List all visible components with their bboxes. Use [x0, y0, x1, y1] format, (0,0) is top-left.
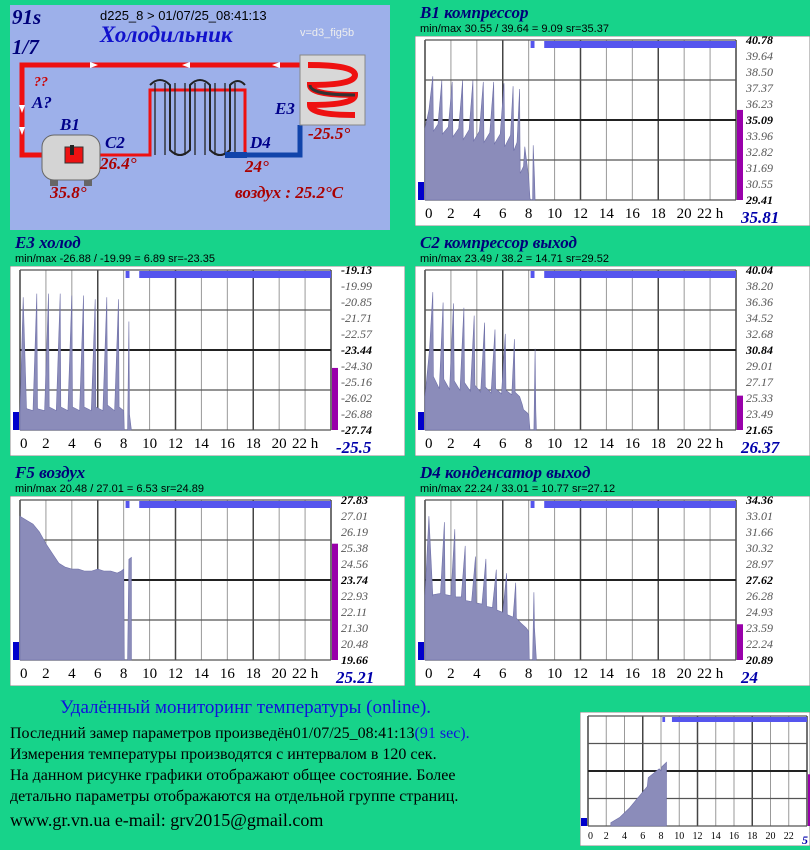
x-tick-label: 8: [658, 831, 664, 842]
last-measurement: Последний замер параметров произведён01/07/25_08:41:13: [10, 725, 415, 742]
y-tick-label: 23.49: [746, 407, 773, 421]
c2-value: 26.4°: [100, 154, 137, 173]
chart-e3: [10, 266, 405, 456]
y-tick-label: 21.65: [746, 423, 773, 437]
x-tick-label: 6: [499, 206, 507, 222]
y-tick-label: 29.01: [746, 359, 773, 373]
x-tick-label: 6: [499, 666, 507, 682]
y-tick-label: -19.13: [341, 266, 372, 277]
x-tick-label: 22 h: [696, 206, 724, 222]
y-tick-label: 23.59: [746, 621, 773, 635]
y-tick-label: -20.85: [341, 295, 372, 309]
sensor-d4: [225, 152, 247, 158]
x-tick-label: 18: [650, 666, 666, 682]
x-tick-label: 10: [674, 831, 685, 842]
x-tick-label: 20: [676, 206, 692, 222]
chart-f5: [10, 496, 405, 686]
y-tick-label: 30.84: [746, 343, 773, 357]
x-tick-label: 2: [42, 666, 50, 682]
footer-line4: детально параметры отображаются на отдельной группе страниц.: [10, 788, 459, 805]
chart-b1: [415, 36, 810, 226]
y-tick-label: 24.56: [341, 557, 368, 571]
chart-stats-d4: min/max 22.24 / 33.01 = 10.77 sr=27.12: [420, 483, 616, 495]
y-tick-label: 28.97: [746, 557, 773, 571]
x-tick-label: 4: [68, 436, 76, 452]
x-tick-label: 4: [68, 666, 76, 682]
e3-label: E3: [275, 99, 295, 118]
x-tick-label: 0: [588, 831, 593, 842]
y-tick-label: -21.71: [341, 311, 372, 325]
y-tick-label: 27.17: [746, 375, 773, 389]
x-tick-label: 18: [650, 436, 666, 452]
x-tick-label: 4: [473, 666, 481, 682]
footer-contacts[interactable]: www.gr.vn.ua e-mail: grv2015@gmail.com: [10, 810, 324, 830]
x-tick-label: 20: [765, 831, 776, 842]
chart-stats-e3: min/max -26.88 / -19.99 = 6.89 sr=-23.35: [15, 253, 215, 265]
x-tick-label: 0: [20, 436, 28, 452]
current-value-marker: [332, 544, 338, 660]
x-tick-label: 12: [168, 666, 183, 682]
y-tick-label: 22.93: [341, 589, 368, 603]
y-tick-label: 27.62: [746, 573, 773, 587]
y-tick-label: 29.41: [746, 193, 773, 207]
version-label: v=d3_fig5b: [300, 27, 355, 39]
c2-label: C2: [105, 133, 125, 152]
x-tick-label: 12: [573, 436, 588, 452]
x-tick-label: 16: [624, 436, 640, 452]
footer-line1: [10, 725, 470, 743]
x-tick-label: 16: [219, 436, 235, 452]
y-tick-label: 35.09: [746, 113, 773, 127]
x-tick-label: 22: [783, 831, 794, 842]
x-tick-label: 6: [640, 831, 646, 842]
chart-title-f5: F5 воздух: [15, 463, 86, 482]
y-tick-label: 33.96: [746, 129, 773, 143]
y-tick-label: -23.44: [341, 343, 372, 357]
y-tick-label: 27.83: [341, 496, 368, 507]
air-temperature: воздух : 25.2°C: [235, 183, 344, 202]
x-tick-label: 20: [271, 436, 287, 452]
x-tick-label: 0: [425, 666, 433, 682]
x-tick-label: 18: [650, 206, 666, 222]
y-tick-label: 30.32: [746, 541, 773, 555]
chart-title-d4: D4 конденсатор выход: [420, 463, 591, 482]
y-tick-label: 34.36: [746, 496, 773, 507]
x-tick-label: 16: [624, 666, 640, 682]
x-tick-label: 16: [219, 666, 235, 682]
y-tick-label: 32.82: [746, 145, 773, 159]
y-tick-label: -22.57: [341, 327, 372, 341]
y-tick-label: 23.74: [341, 573, 368, 587]
y-tick-label: 20.89: [746, 653, 773, 667]
current-value-marker: [737, 624, 743, 660]
y-tick-label: 25.38: [341, 541, 368, 555]
y-tick-label: 27.01: [341, 509, 368, 523]
last-measurement-age: (91 sec).: [414, 725, 470, 742]
y-tick-label: 31.69: [746, 161, 773, 175]
x-tick-label: 10: [547, 436, 563, 452]
d4-label: D4: [250, 133, 271, 152]
coverage-bar: [544, 41, 736, 48]
start-marker: [13, 412, 19, 430]
x-tick-label: 8: [524, 666, 533, 682]
coverage-bar-mark: [531, 41, 535, 48]
y-tick-label: 22.11: [341, 605, 368, 619]
x-tick-label: 12: [573, 206, 588, 222]
x-tick-label: 16: [729, 831, 739, 842]
y-tick-label: 21.30: [341, 621, 368, 635]
b1-label: B1: [60, 115, 80, 134]
y-tick-label: -26.88: [341, 407, 372, 421]
unknown-label: ??: [34, 75, 48, 90]
current-value: 26.37: [741, 438, 780, 456]
y-tick-label: 24.93: [746, 605, 773, 619]
chart-mini: [580, 712, 810, 846]
coverage-bar: [544, 501, 736, 508]
coverage-bar: [672, 717, 807, 722]
x-tick-label: 8: [119, 436, 128, 452]
coverage-bar: [139, 501, 331, 508]
y-tick-label: 19.66: [341, 653, 368, 667]
x-tick-label: 0: [20, 666, 28, 682]
current-value: 5: [802, 833, 808, 846]
x-tick-label: 12: [168, 436, 183, 452]
x-tick-label: 18: [245, 666, 261, 682]
x-tick-label: 18: [245, 436, 261, 452]
start-marker: [581, 818, 587, 826]
y-tick-label: 40.78: [746, 36, 773, 47]
schematic-panel: [10, 5, 390, 230]
page-title: Холодильник: [100, 22, 233, 47]
device-time: d225_8 > 01/07/25_08:41:13: [100, 8, 267, 23]
start-marker: [418, 182, 424, 200]
y-tick-label: 26.28: [746, 589, 773, 603]
y-tick-label: 25.33: [746, 391, 773, 405]
current-value-marker: [737, 396, 743, 430]
x-tick-label: 4: [473, 206, 481, 222]
start-marker: [418, 642, 424, 660]
x-tick-label: 14: [193, 436, 209, 452]
footer-heading: Удалённый мониторинг температуры (online).: [60, 697, 432, 718]
x-tick-label: 2: [447, 206, 455, 222]
coverage-bar: [544, 271, 736, 278]
x-tick-label: 6: [94, 666, 102, 682]
chart-c2: [415, 266, 810, 456]
x-tick-label: 2: [42, 436, 50, 452]
y-tick-label: -24.30: [341, 359, 372, 373]
x-tick-label: 14: [193, 666, 209, 682]
y-tick-label: 36.36: [746, 295, 773, 309]
x-tick-label: 14: [598, 666, 614, 682]
x-tick-label: 4: [622, 831, 627, 842]
current-value: 25.21: [336, 668, 375, 686]
x-tick-label: 8: [119, 666, 128, 682]
b1-value: 35.8°: [50, 183, 87, 202]
current-value-marker: [332, 368, 338, 430]
x-tick-label: 10: [142, 666, 158, 682]
x-tick-label: 2: [447, 436, 455, 452]
compressor-icon: [42, 135, 100, 186]
chart-title-b1: B1 компрессор: [420, 3, 529, 22]
y-tick-label: -27.74: [341, 423, 372, 437]
x-tick-label: 12: [573, 666, 588, 682]
sensor-b1: [70, 145, 74, 155]
y-tick-label: 33.01: [746, 509, 773, 523]
chart-title-c2: C2 компрессор выход: [420, 233, 577, 252]
x-tick-label: 0: [425, 436, 433, 452]
x-tick-label: 16: [624, 206, 640, 222]
d4-value: 24°: [245, 157, 269, 176]
x-tick-label: 20: [271, 666, 287, 682]
y-tick-label: 34.52: [746, 311, 773, 325]
y-tick-label: 39.64: [746, 49, 773, 63]
x-tick-label: 22 h: [291, 666, 319, 682]
footer-line2: Измерения температуры производятся с интервалом в 120 сек.: [10, 746, 437, 763]
y-tick-label: 40.04: [746, 266, 773, 277]
start-marker: [418, 412, 424, 430]
x-tick-label: 10: [547, 206, 563, 222]
x-tick-label: 18: [747, 831, 758, 842]
y-tick-label: 36.23: [746, 97, 773, 111]
data-age: 91s: [12, 5, 42, 29]
x-tick-label: 6: [499, 436, 507, 452]
x-tick-label: 22 h: [291, 436, 319, 452]
chart-stats-c2: min/max 23.49 / 38.2 = 14.71 sr=29.52: [420, 253, 609, 265]
x-tick-label: 0: [425, 206, 433, 222]
x-tick-label: 14: [598, 206, 614, 222]
y-tick-label: -26.02: [341, 391, 372, 405]
x-tick-label: 6: [94, 436, 102, 452]
x-tick-label: 20: [676, 666, 692, 682]
coverage-bar-mark: [531, 271, 535, 278]
x-tick-label: 10: [142, 436, 158, 452]
chart-stats-b1: min/max 30.55 / 39.64 = 9.09 sr=35.37: [420, 23, 609, 35]
x-tick-label: 2: [447, 666, 455, 682]
x-tick-label: 12: [692, 831, 703, 842]
coverage-bar-mark: [662, 717, 665, 722]
x-tick-label: 8: [524, 436, 533, 452]
y-tick-label: 22.24: [746, 637, 773, 651]
coverage-bar-mark: [126, 501, 130, 508]
y-tick-label: 26.19: [341, 525, 368, 539]
chart-stats-f5: min/max 20.48 / 27.01 = 6.53 sr=24.89: [15, 483, 204, 495]
x-tick-label: 20: [676, 436, 692, 452]
coverage-bar: [139, 271, 331, 278]
y-tick-label: -19.99: [341, 279, 372, 293]
y-tick-label: 31.66: [746, 525, 773, 539]
x-tick-label: 22 h: [696, 436, 724, 452]
x-tick-label: 2: [603, 831, 609, 842]
current-value: 24: [741, 668, 758, 686]
coverage-bar-mark: [126, 271, 130, 278]
y-tick-label: 38.50: [746, 65, 773, 79]
a-label: A?: [32, 93, 52, 112]
x-tick-label: 22 h: [696, 666, 724, 682]
y-tick-label: 32.68: [746, 327, 773, 341]
e3-value: -25.5°: [308, 124, 351, 143]
x-tick-label: 10: [547, 666, 563, 682]
chart-d4: [415, 496, 810, 686]
y-tick-label: 37.37: [746, 81, 773, 95]
y-tick-label: 30.55: [746, 177, 773, 191]
chart-title-e3: E3 холод: [15, 233, 81, 252]
current-value-marker: [737, 110, 743, 200]
y-tick-label: 20.48: [341, 637, 368, 651]
x-tick-label: 14: [598, 436, 614, 452]
y-tick-label: 38.20: [746, 279, 773, 293]
current-value: 35.81: [741, 208, 780, 226]
current-value: -25.5: [336, 438, 372, 456]
coverage-bar-mark: [531, 501, 535, 508]
y-tick-label: -25.16: [341, 375, 372, 389]
x-tick-label: 4: [473, 436, 481, 452]
start-marker: [13, 642, 19, 660]
x-tick-label: 8: [524, 206, 533, 222]
footer-line3: На данном рисунке графики отображают общее состояние. Более: [10, 767, 456, 784]
x-tick-label: 14: [710, 831, 721, 842]
page-indicator: 1/7: [12, 35, 39, 59]
